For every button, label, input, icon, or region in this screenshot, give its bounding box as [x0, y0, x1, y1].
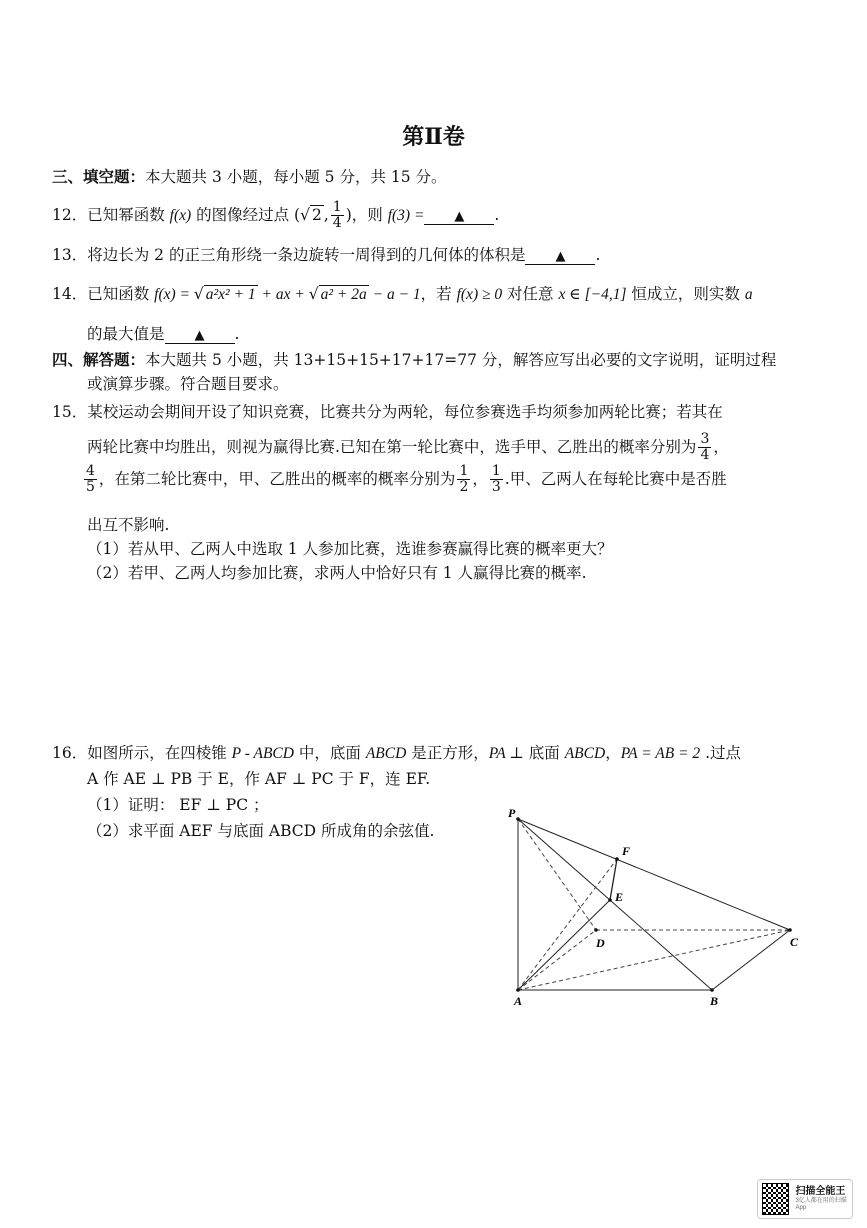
q14-answer-blank: ▲: [165, 329, 235, 344]
section-4-desc1: 本大题共 5 小题，共 13+15+15+17+17=77 分，解答应写出必要的文字说明，证明过程: [145, 351, 777, 369]
q14-text1: 已知函数: [87, 285, 155, 303]
q14-tail: − a − 1: [368, 286, 421, 303]
q13-answer-blank: ▲: [525, 250, 595, 265]
label-D: D: [596, 936, 605, 950]
label-A: A: [514, 994, 523, 1008]
q16-line2: A 作 AE ⊥ PB 于 E，作 AF ⊥ PC 于 F，连 EF.: [87, 770, 431, 788]
q12-fx: f(x): [169, 206, 192, 224]
label-P: P: [508, 806, 516, 820]
q15-line4: 出互不影响.: [87, 516, 170, 534]
q15-number: 15．: [52, 403, 88, 421]
edge-PD: [518, 819, 596, 930]
label-E: E: [615, 890, 624, 904]
pyramid-figure: [500, 805, 810, 1010]
section-4-desc2: 或演算步骤。符合题目要求。: [87, 375, 289, 393]
question-15: [52, 400, 723, 422]
q16-sub1: （1）证明： EF ⊥ PC ；: [87, 796, 269, 814]
label-C: C: [790, 935, 799, 949]
edge-PC: [518, 819, 790, 930]
q12-fraction: $\frac{1}{4}$: [332, 199, 342, 232]
scanner-app-name: 扫描全能王: [795, 1185, 846, 1197]
q14-line2: 的最大值是: [87, 325, 165, 343]
section-3-desc: 本大题共 3 小题，每小题 5 分，共 15 分。: [145, 168, 447, 186]
q14-cond: f(x) ≥ 0: [456, 286, 503, 303]
edge-PB: [518, 819, 712, 990]
question-12: 12．已知幂函数 f(x) 的图像经过点 (√ 2 , $\frac{1}{4}$ )，则 f(3) = ▲ .: [52, 199, 500, 232]
q16-number: 16．: [52, 744, 88, 762]
q14-domain: x ∈ [−4,1]: [558, 286, 627, 303]
q14-mid: + ax +: [257, 286, 309, 303]
section-3-header: [52, 165, 447, 187]
q14-a: a: [744, 286, 753, 303]
label-B: B: [710, 994, 719, 1008]
q12-text3: )，则: [345, 205, 388, 224]
q14-text4: 恒成立，则实数: [626, 285, 745, 303]
scanner-watermark: [757, 1179, 853, 1219]
question-14-line2: 的最大值是 ▲ .: [87, 325, 240, 343]
q14-text2: ，若: [420, 285, 457, 303]
question-13: 13．将边长为 2 的正三角形绕一条边旋转一周得到的几何体的体积是 ▲ .: [52, 246, 601, 264]
q15-sub1: （1）若从甲、乙两人中选取 1 人参加比赛，选谁参赛赢得比赛的概率更大？: [87, 540, 613, 558]
scanner-app-tagline: 3亿人都在用的扫描App: [795, 1197, 847, 1211]
q15-frac-4-5: $\frac{4}{5}$: [86, 463, 95, 496]
q14-sqrt1: a²x² + 1: [205, 286, 256, 303]
q15-line2: 两轮比赛中均胜出，则视为赢得比赛.已知在第一轮比赛中，选手甲、乙胜出的概率分别为 $\frac{3}{4}$ ，: [87, 431, 729, 464]
q16-sub2: （2）求平面 AEF 与底面 ABCD 所成角的余弦值.: [87, 822, 435, 840]
pyramid-diagram: [500, 805, 810, 1010]
q12-f3: f(3) =: [387, 206, 425, 224]
q12-text2: 的图像经过点 (: [191, 205, 301, 224]
q14-number: 14．: [52, 285, 88, 303]
q14-fx: f(x) =: [154, 286, 194, 303]
q12-text1: 已知幂函数: [87, 205, 170, 224]
qr-code-icon: [762, 1183, 789, 1215]
q13-number: 13．: [52, 246, 88, 264]
q13-text: 将边长为 2 的正三角形绕一条边旋转一周得到的几何体的体积是: [87, 246, 526, 264]
q14-text3: 对任意: [502, 285, 559, 303]
segment-AF: [518, 859, 617, 990]
q14-sqrt2: a² + 2a: [320, 286, 367, 303]
page-title: 第Ⅱ卷: [402, 124, 465, 150]
section-4-heading: 四、解答题：: [52, 350, 146, 369]
q12-comma: ,: [323, 205, 329, 224]
q12-number: 12．: [52, 205, 88, 224]
q15-sub2: （2）若甲、乙两人均参加比赛，求两人中恰好只有 1 人赢得比赛的概率.: [87, 564, 587, 582]
q12-sqrt: 2: [311, 205, 322, 224]
q15-line1: 某校运动会期间开设了知识竞赛，比赛共分为两轮，每位参赛选手均须参加两轮比赛；若其在: [87, 403, 723, 421]
q15-line3: $\frac{4}{5}$ ，在第二轮比赛中，甲、乙胜出的概率的概率分别为 $\frac{1}{2}$ ， $\frac{1}{3}$ .甲、乙两人在每轮比赛中是否胜: [86, 463, 727, 496]
question-14: 14．已知函数 f(x) = √ a²x² + 1 + ax + √ a² + 2a − a − 1，若 f(x) ≥ 0 对任意 x ∈ [−4,1] 恒成立，则实数 a: [52, 285, 753, 303]
q15-frac-3-4: $\frac{3}{4}$: [700, 431, 710, 464]
section-3-heading: 三、填空题：: [52, 167, 146, 186]
q15-frac-1-3: $\frac{1}{3}$: [491, 463, 501, 496]
section-4-header: [52, 348, 776, 370]
question-16: 16．如图所示，在四棱锥 P - ABCD 中，底面 ABCD 是正方形，PA ⊥ 底面 ABCD，PA = AB = 2 .过点: [52, 744, 742, 762]
label-F: F: [622, 844, 631, 858]
q12-answer-blank: ▲: [424, 210, 494, 225]
q15-frac-1-2: $\frac{1}{2}$: [459, 463, 469, 496]
